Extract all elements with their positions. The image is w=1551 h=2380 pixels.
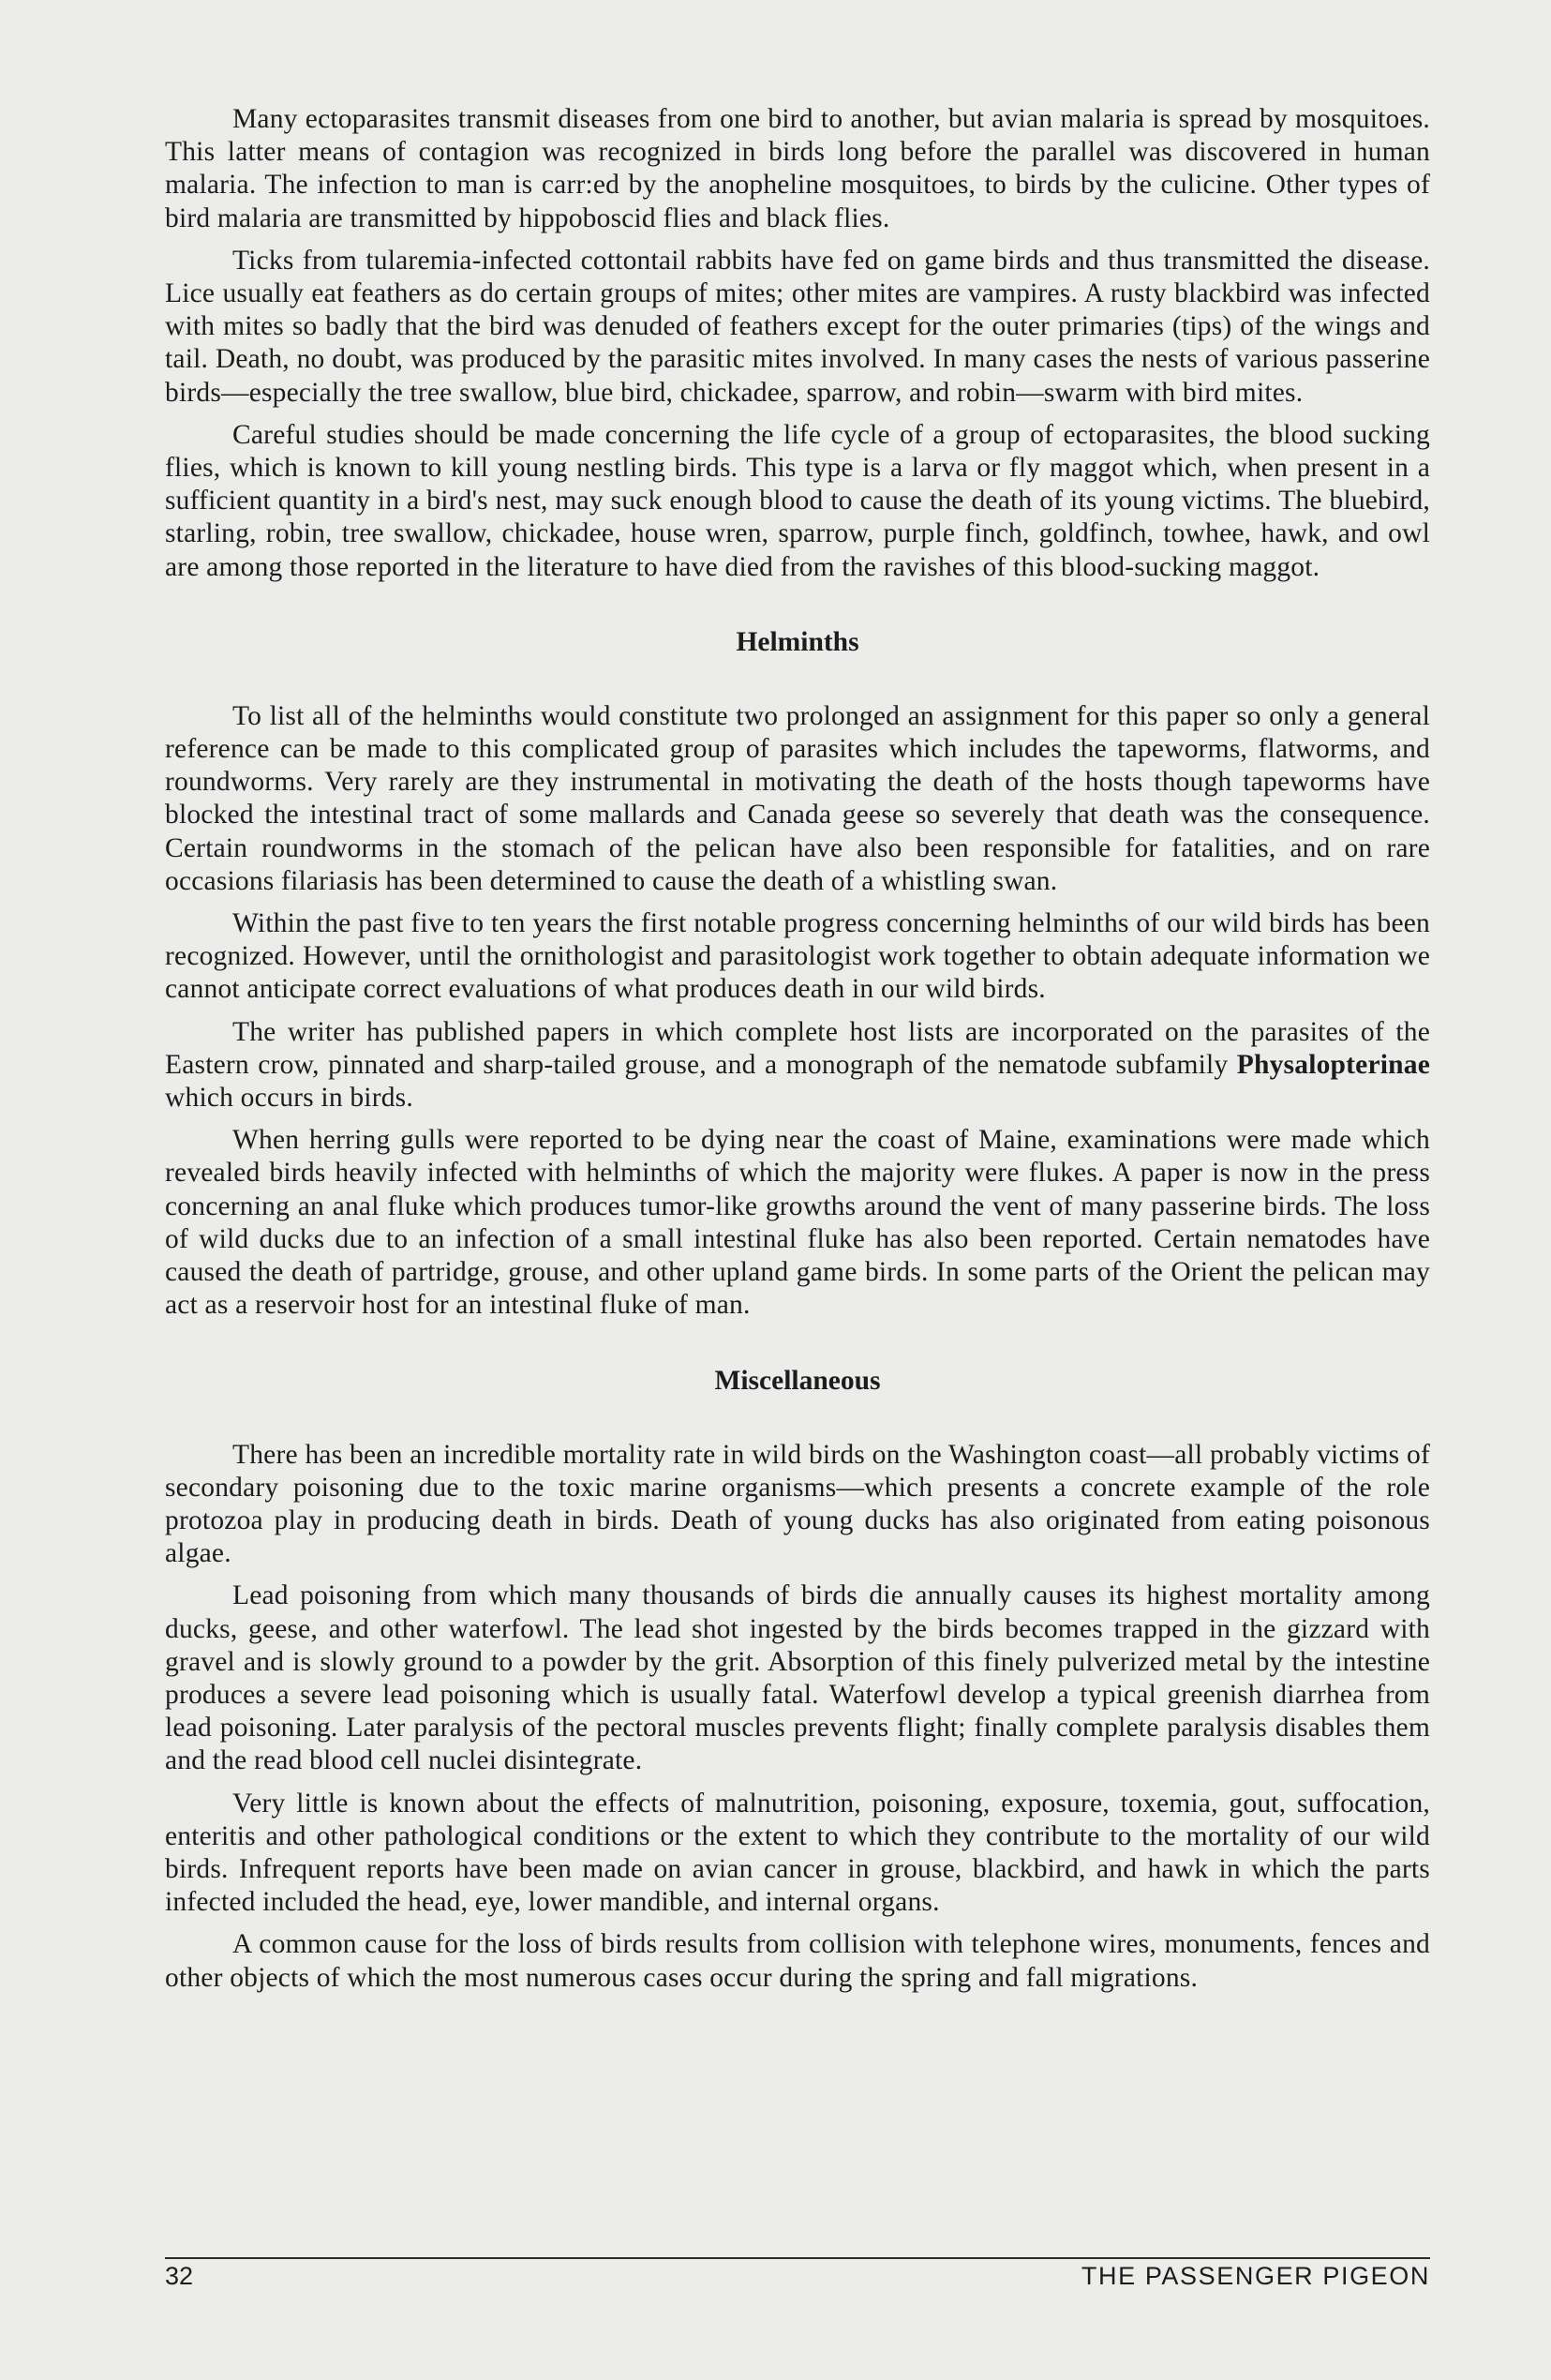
publications-text-start: The writer has published papers in which complete host lists are incorporated on the parasites of the Eastern crow, pinnated and sharp-tailed grouse, and a monograph of the nematode subfamily [165,1016,1430,1080]
paragraph-helminths-progress: Within the past five to ten years the first notable progress concerning helminths of our wild birds has been recognized. However, until the ornithologist and parasitologist work together to obtain adequate information we cannot anticipate correct evaluations of what produces death in our wild birds. [165,908,1430,1005]
section-heading-miscellaneous: Miscellaneous [714,1365,881,1396]
paragraph-herring-gulls: When herring gulls were reported to be dying near the coast of Maine, examinations were made which revealed birds heavily infected with helminths of which the majority were flukes. A paper is now in the press concerning an anal fluke which produces tumor-like growths around the vent of many passerine birds. The loss of wild ducks due to an infection of a small intestinal fluke has also been reported. Certain nematodes have caused the death of partridge, grouse, and other upland game birds. In some parts of the Orient the pelican may act as a reservoir host for an intestinal fluke of man. [165,1125,1430,1321]
journal-title: THE PASSENGER PIGEON [1081,2262,1430,2290]
section-heading-helminths: Helminths [736,626,859,657]
paragraph-ectoparasites-malaria: Many ectoparasites transmit diseases from one bird to another, but avian malaria is spread by mosquitoes. This latter means of contagion was recognized in birds long before the parallel was discovered in human malaria. The infection to man is carr:ed by the anopheline mosquitoes, to birds by the culicine. Other types of bird malaria are transmitted by hippoboscid flies and black flies. [165,104,1430,233]
paragraph-lead-poisoning: Lead poisoning from which many thousands of birds die annually causes its highest mortality among ducks, geese, and other waterfowl. The lead shot ingested by the birds becomes trapped in the gizzard with gravel and is slowly ground to a powder by the grit. Absorption of this finely pulverized metal by the intestine produces a severe lead poisoning which is usually fatal. Waterfowl develop a typical greenish diarrhea from lead poisoning. Later paralysis of the pectoral muscles prevents flight; finally complete paralysis disables them and the read blood cell nuclei disintegrate. [165,1580,1430,1776]
paragraph-ticks-lice-mites: Ticks from tularemia-infected cottontail rabbits have fed on game birds and thus transmitted the disease. Lice usually eat feathers as do certain groups of mites; other mites are vampires. A rusty blackbird was infected with mites so badly that the bird was denuded of feathers except for the outer primaries (tips) of the wings and tail. Death, no doubt, was produced by the parasitic mites involved. In many cases the nests of various passerine birds—especially the tree swallow, blue bird, chickadee, sparrow, and robin—swarm with bird mites. [165,245,1430,408]
paragraph-collisions: A common cause for the loss of birds results from collision with telephone wires, monuments, fences and other objects of which the most numerous cases occur during the spring and fall migrations. [165,1929,1430,1993]
paragraph-blood-sucking-flies: Careful studies should be made concerning the life cycle of a group of ectoparasites, the blood sucking flies, which is known to kill young nestling birds. This type is a larva or fly maggot which, when present in a sufficient quantity in a bird's nest, may suck enough blood to cause the death of its young victims. The bluebird, starling, robin, tree swallow, chickadee, house wren, sparrow, purple finch, goldfinch, towhee, hawk, and owl are among those reported in the literature to have died from the ravishes of this blood-sucking maggot. [165,419,1430,582]
paragraph-helminths-overview: To list all of the helminths would constitute two prolonged an assignment for this paper so only a general reference can be made to this complicated group of parasites which includes the tapeworms, flatworms, and roundworms. Very rarely are they instrumental in motivating the death of the hosts though tapeworms have blocked the intestinal tract of some mallards and Canada geese so severely that death was the consequence. Certain roundworms in the stomach of the pelican have also been responsible for fatalities, and on rare occasions filariasis has been determined to cause the death of a whistling swan. [165,700,1430,896]
footer-divider [165,2257,1430,2259]
page-number: 32 [165,2262,194,2290]
paragraph-writer-publications [165,1016,1430,1115]
publications-text-end: which occurs in birds. [165,1083,413,1114]
paragraph-washington-coast: There has been an incredible mortality rate in wild birds on the Washington coast—all probably victims of secondary poisoning due to the toxic marine organisms—which presents a concrete example of the role protozoa play in producing death in birds. Death of young ducks has also originated from eating poisonous algae. [165,1439,1430,1569]
paragraph-other-conditions: Very little is known about the effects of malnutrition, poisoning, exposure, toxemia, gout, suffocation, enteritis and other pathological conditions or the extent to which they contribute to the mortality of our wild birds. Infrequent reports have been made on avian cancer in grouse, blackbird, and hawk in which the parts infected included the head, eye, lower mandible, and internal organs. [165,1788,1430,1918]
subfamily-name: Physalopterinae [1236,1049,1430,1080]
article-body [165,103,1430,2004]
